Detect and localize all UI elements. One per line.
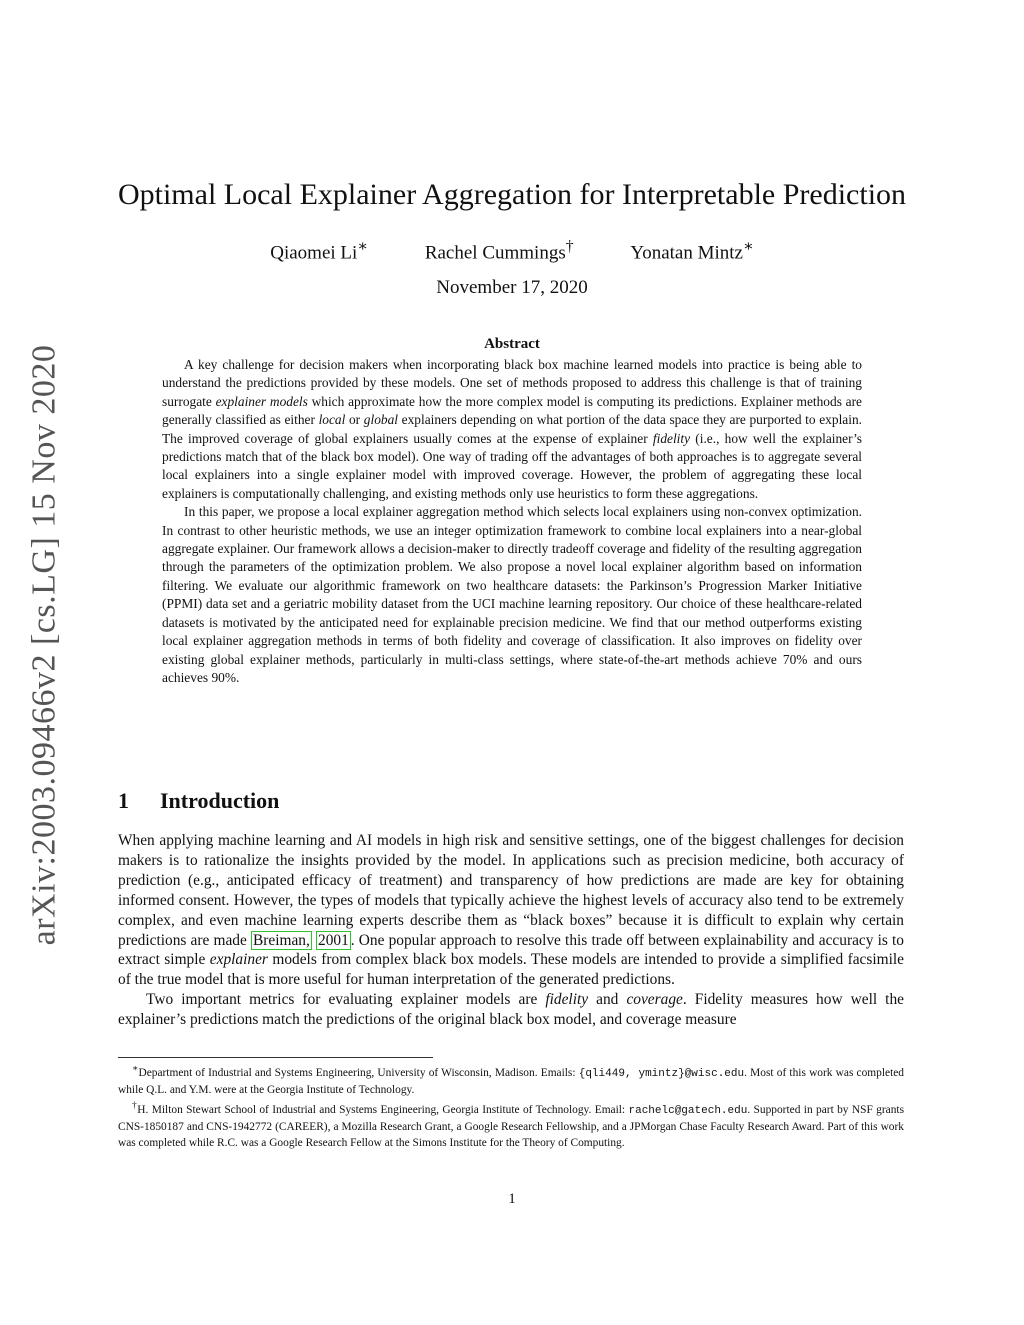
- footnote-rule: [118, 1057, 433, 1058]
- citation-link[interactable]: 2001: [318, 931, 349, 949]
- email-address: rachelc@gatech.edu: [628, 1104, 748, 1117]
- paper-title: Optimal Local Explainer Aggregation for Interpretable Prediction: [117, 178, 907, 211]
- abstract-paragraph: A key challenge for decision makers when incorporating black box machine learned models into practice is being able to understand the predictions provided by these models. One set of methods proposed to address this challenge is that of training surrogate explainer models which approximate how the more complex model is computing its predictions. Explainer methods are generally classified as either local or global explainers depending on what portion of the data space they are purported to explain. The improved coverage of global explainers usually comes at the expense of explainer fidelity (i.e., how well the explainer’s predictions match that of the black box model). One way of trading off the advantages of both approaches is to aggregate several local explainers into a single explainer model with improved coverage. However, the problem of aggregating these local explainers is computationally challenging, and existing methods only use heuristics to form these aggregations.: [162, 357, 863, 501]
- arxiv-identifier: arXiv:2003.09466v2 [cs.LG] 15 Nov 2020: [25, 344, 63, 946]
- paper-date: November 17, 2020: [436, 277, 588, 298]
- section-heading: [118, 788, 279, 814]
- footnotes: [118, 1061, 904, 1151]
- author: Qiaomei Li∗: [270, 238, 369, 264]
- author-list: [0, 236, 1024, 264]
- section-title: Introduction: [160, 788, 280, 813]
- intro-paragraph: When applying machine learning and AI models in high risk and sensitive settings, one of the biggest challenges for decision makers is to rationalize the insights provided by the model. In applications such as precision medicine, both accuracy of prediction (e.g., anticipated efficacy of treatment) and transparency of how predictions are made are key for obtaining informed consent. However, the types of models that typically achieve the highest levels of accuracy also tend to be extremely complex, and even machine learning experts describe them as “black boxes” because it is difficult to explain why certain predictions are made Breiman, 2001 . One popular approach to resolve this trade off between explainability and accuracy is to extract simple explainer models from complex black box models. These models are intended to provide a simplified facsimile of the true model that is more useful for human interpretation of the generated predictions.: [118, 832, 904, 989]
- intro-paragraph: Two important metrics for evaluating explainer models are fidelity and coverage. Fidelity measures how well the explainer’s predictions match the predictions of the original black box model, and coverage measure: [118, 991, 904, 1029]
- abstract-body: [162, 356, 862, 687]
- footnote: ∗Department of Industrial and Systems Engineering, University of Wisconsin, Madison. Emails: {qli449, ymintz}@wisc.edu. Most of this work was completed while Q.L. and Y.M. were at the Georgia Institute of Technology.: [118, 1064, 905, 1096]
- abstract-paragraph: In this paper, we propose a local explainer aggregation method which selects local explainers using non-convex optimization. In contrast to other heuristic methods, we use an integer optimization framework to combine local explainers into a near-global aggregate explainer. Our framework allows a decision-maker to directly tradeoff coverage and fidelity of the resulting aggregation through the parameters of the optimization problem. We also propose a novel local explainer algorithm based on information filtering. We evaluate our algorithmic framework on two healthcare datasets: the Parkinson’s Progression Marker Initiative (PPMI) data set and a geriatric mobility dataset from the UCI machine learning repository. Our choice of these healthcare-related datasets is motivated by the anticipated need for explainable precision medicine. We find that our method outperforms existing local explainer aggregation methods in terms of both fidelity and coverage of classification. It also improves on fidelity over existing global explainer methods, particularly in multi-class settings, where state-of-the-art methods achieve 70% and ours achieves 90%.: [162, 504, 862, 685]
- author: Rachel Cummings†: [424, 238, 574, 264]
- email-address: {qli449, ymintz}@wisc.edu: [578, 1067, 745, 1080]
- author: Yonatan Mintz∗: [630, 238, 754, 264]
- abstract-heading: Abstract: [484, 336, 540, 352]
- intro-body: [118, 831, 904, 1030]
- arxiv-sidebar: [4, 345, 84, 945]
- citation-link[interactable]: Breiman,: [252, 931, 310, 949]
- footnote: †H. Milton Stewart School of Industrial and Systems Engineering, Georgia Institute of Technology. Email: rachelc@gatech.edu. Supported in part by NSF grants CNS-1850187 and CNS-1942772 (CAREER), a Mozilla Research Grant, a Google Research Fellowship, and a JPMorgan Chase Faculty Research Award. Part of this work was completed while R.C. was a Google Research Fellow at the Simons Institute for the Theory of Computing.: [118, 1100, 905, 1149]
- page-number: 1: [508, 1191, 516, 1207]
- section-number: 1: [118, 788, 129, 813]
